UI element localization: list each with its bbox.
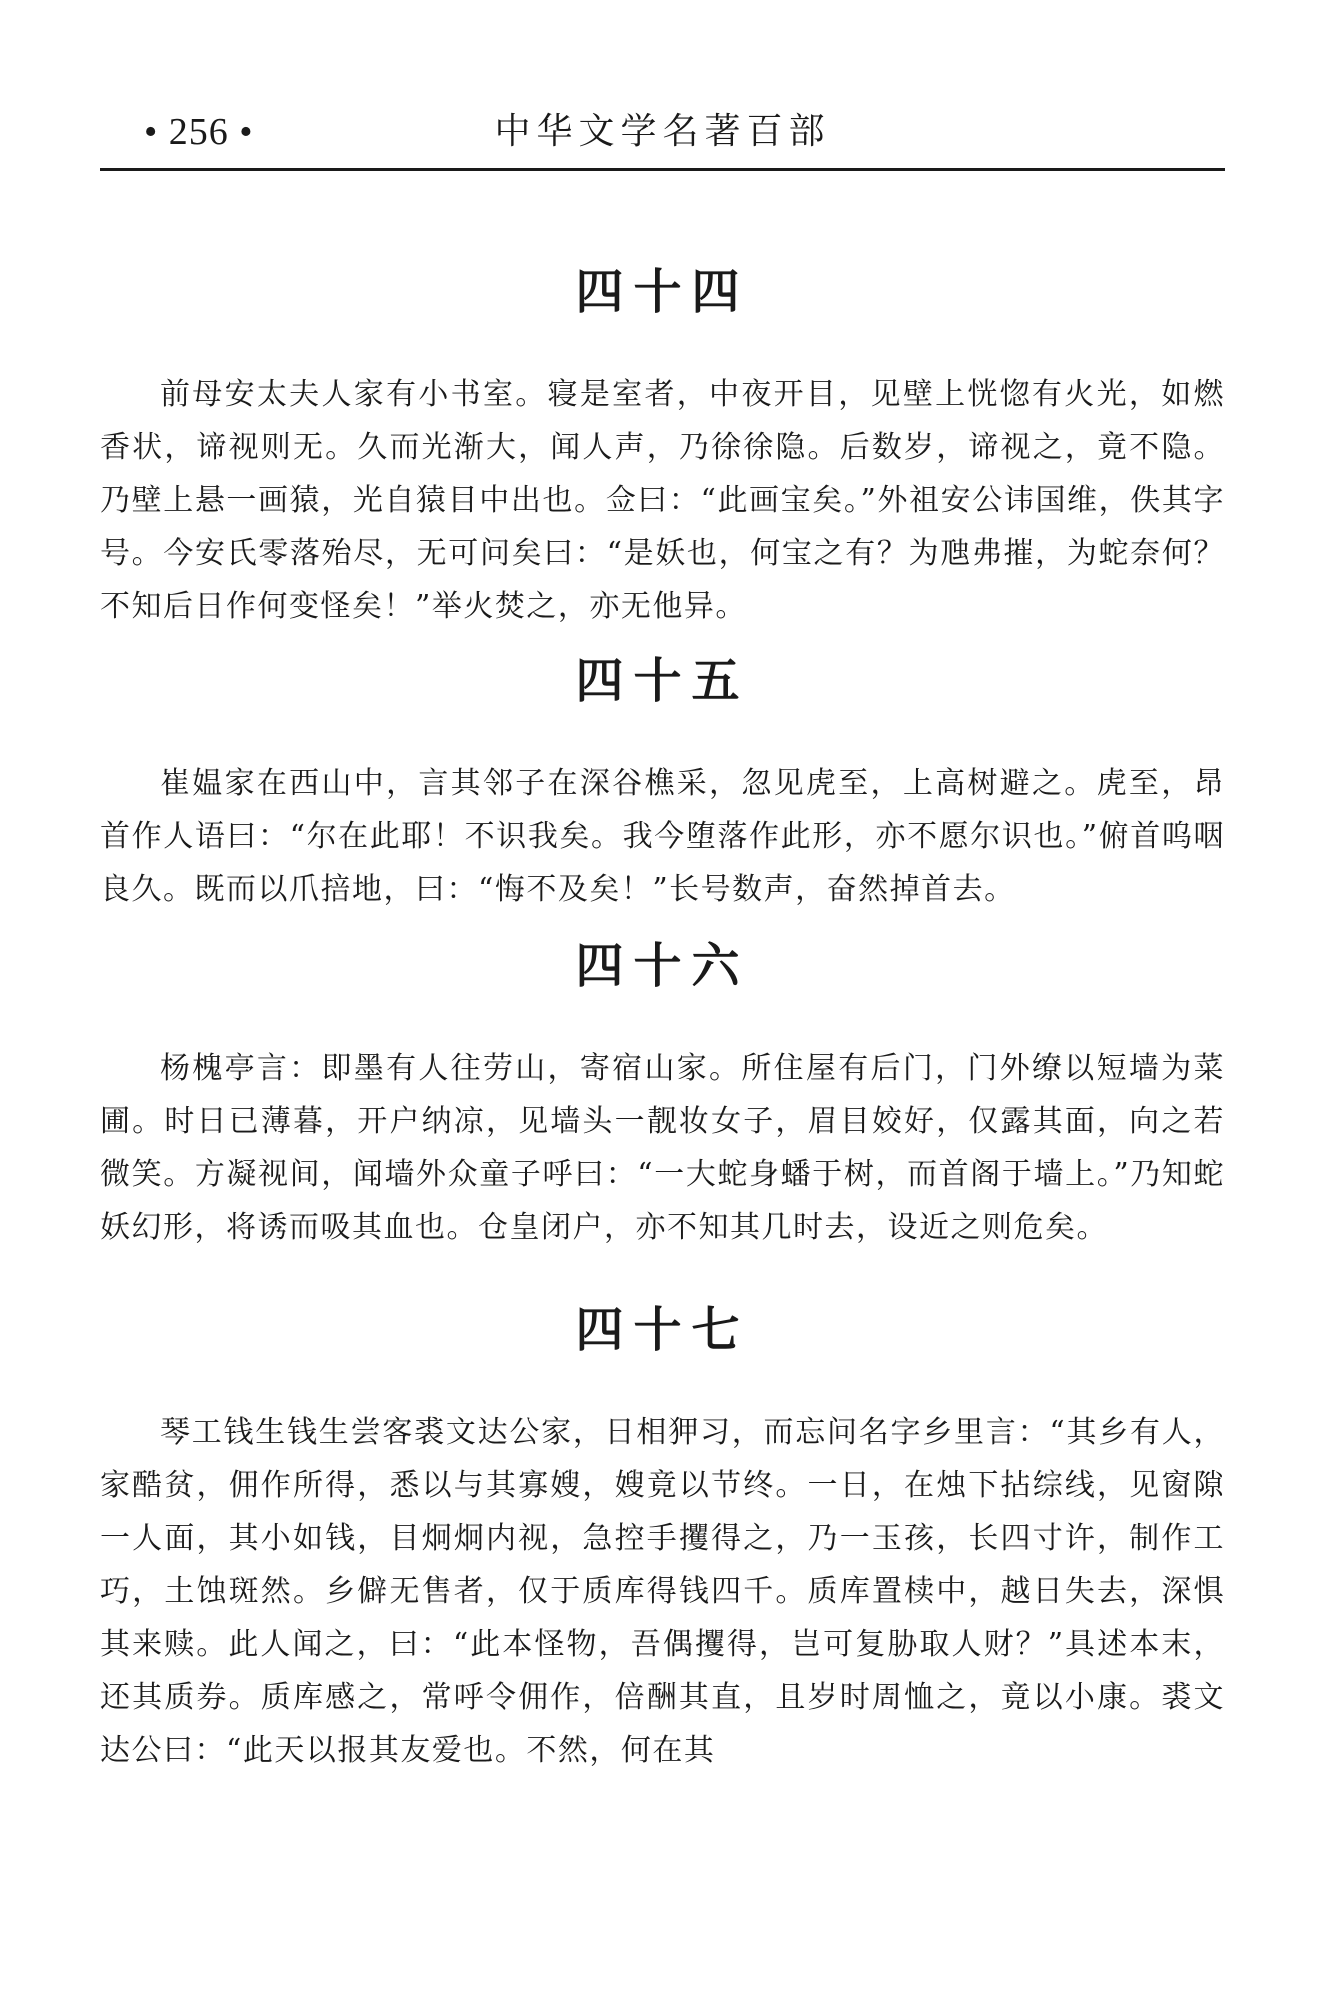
section-text-47: 琴工钱生钱生尝客裘文达公家，日相狎习，而忘问名字乡里言：“其乡有人，家酷贫，佣作所得，悉以与其寡嫂，嫂竟以节终。一日，在烛下拈综线，见窗隙一人面，其小如钱，目炯炯内视，急控手攫得之，乃一玉孩，长四寸许，制作工巧，土蚀斑然。乡僻无售者，仅于质库得钱四千。质库置椟中，越日失去，深惧其来赎。此人闻之，曰：“此本怪物，吾偶攫得，岂可复胁取人财？”具述本末，还其质券。质库感之，常呼令佣作，倍酬其直，且岁时周恤之，竟以小康。裘文达公曰：“此天以报其友爱也。不然，何在其 <box>100 1415 1225 1768</box>
section-title-44: 四十四 <box>575 264 750 320</box>
page-body <box>100 262 1225 1777</box>
section-title-45: 四十五 <box>575 653 750 709</box>
page-header <box>100 108 1225 171</box>
section-text-44: 前母安太夫人家有小书室。寝是室者，中夜开目，见壁上恍惚有火光，如燃香状，谛视则无。久而光渐大，闻人声，乃徐徐隐。后数岁，谛视之，竟不隐。乃壁上悬一画猿，光自猿目中出也。佥曰：“此画宝矣。”外祖安公讳国维，佚其字号。今安氏零落殆尽，无可问矣曰：“是妖也，何宝之有？为虺弗摧，为蛇奈何？不知后日作何变怪矣！”举火焚之，亦无他异。 <box>100 377 1225 624</box>
page-number: • 256 • <box>144 111 254 153</box>
section-text-46: 杨槐亭言：即墨有人往劳山，寄宿山家。所住屋有后门，门外缭以短墙为菜圃。时日已薄暮，开户纳凉，见墙头一靓妆女子，眉目姣好，仅露其面，向之若微笑。方凝视间，闻墙外众童子呼曰：“一大蛇身蟠于树，而首阁于墙上。”乃知蛇妖幻形，将诱而吸其血也。仓皇闭户，亦不知其几时去，设近之则危矣。 <box>100 1051 1225 1245</box>
section-title-47: 四十七 <box>575 1302 750 1358</box>
running-title: 中华文学名著百部 <box>494 111 831 152</box>
section-text-45: 崔媪家在西山中，言其邻子在深谷樵采，忽见虎至，上高树避之。虎至，昂首作人语曰：“尔在此耶！不识我矣。我今堕落作此形，亦不愿尔识也。”俯首呜咽良久。既而以爪掊地，曰：“悔不及矣！”长号数声，奋然掉首去。 <box>100 766 1225 907</box>
section-title-46: 四十六 <box>575 938 750 994</box>
